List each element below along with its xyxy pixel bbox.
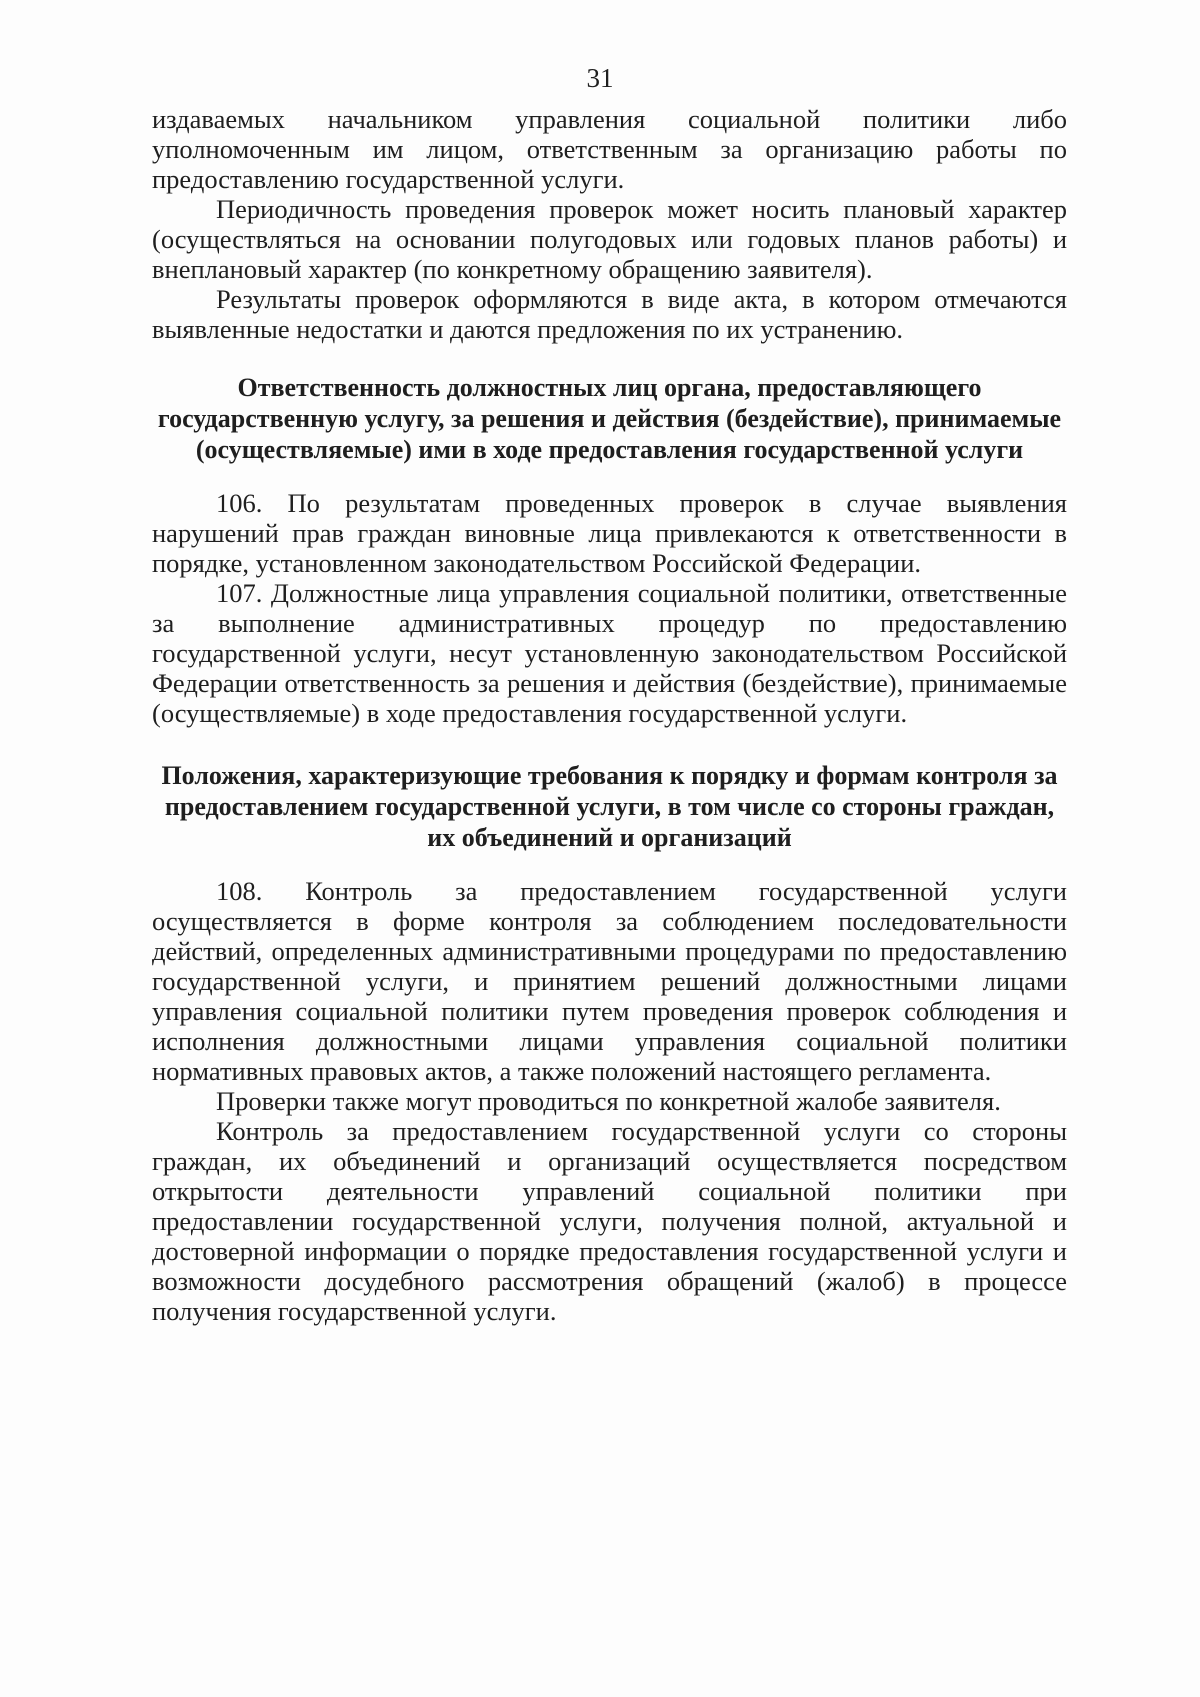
page-body: [152, 104, 1067, 1326]
paragraph-107: 107. Должностные лица управления социальной политики, ответственные за выполнение административных процедур по предоставлению государственной услуги, несут установленную законодательством Российской Федерации ответственность за решения и действия (бездействие), принимаемые (осуществляемые) в ходе предоставления государственной услуги.: [152, 578, 1067, 728]
results-paragraph: Результаты проверок оформляются в виде акта, в котором отмечаются выявленные недостатки и даются предложения по их устранению.: [152, 284, 1067, 344]
paragraph-106: 106. По результатам проведенных проверок в случае выявления нарушений прав граждан виновные лица привлекаются к ответственности в порядке, установленном законодательством Российской Федерации.: [152, 488, 1067, 578]
section-heading-control: Положения, характеризующие требования к порядку и формам контроля за предоставлением государственной услуги, в том числе со стороны граждан, их объединений и организаций: [161, 761, 1058, 852]
spacer: [152, 344, 1067, 372]
section-heading-responsibility: Ответственность должностных лиц органа, предоставляющего государственную услугу, за решения и действия (бездействие), принимаемые (осуществляемые) ими в ходе предоставления государственной услуги: [157, 373, 1062, 464]
complaint-checks-paragraph: Проверки также могут проводиться по конкретной жалобе заявителя.: [216, 1086, 1001, 1116]
intro-paragraph: издаваемых начальником управления социальной политики либо уполномоченным им лицом, ответственным за организацию работы по предоставлению государственной услуги.: [152, 104, 1067, 194]
page-number: 31: [586, 63, 614, 93]
periodicity-paragraph: Периодичность проведения проверок может носить плановый характер (осуществляться на основании полугодовых или годовых планов работы) и внеплановый характер (по конкретному обращению заявителя).: [152, 194, 1067, 284]
paragraph-108: 108. Контроль за предоставлением государственной услуги осуществляется в форме контроля за соблюдением последовательности действий, определенных административными процедурами по предоставлению государственной услуги, и принятием решений должностными лицами управления социальной политики путем проведения проверок соблюдения и исполнения должностными лицами управления социальной политики нормативных правовых актов, а также положений настоящего регламента.: [152, 876, 1067, 1086]
spacer: [152, 465, 1067, 488]
spacer: [152, 853, 1067, 876]
public-control-paragraph: Контроль за предоставлением государственной услуги со стороны граждан, их объединений и организаций осуществляется посредством открытости деятельности управлений социальной политики при предоставлении государственной услуги, получения полной, актуальной и достоверной информации о порядке предоставления государственной услуги и возможности досудебного рассмотрения обращений (жалоб) в процессе получения государственной услуги.: [152, 1116, 1067, 1326]
spacer: [152, 728, 1067, 760]
